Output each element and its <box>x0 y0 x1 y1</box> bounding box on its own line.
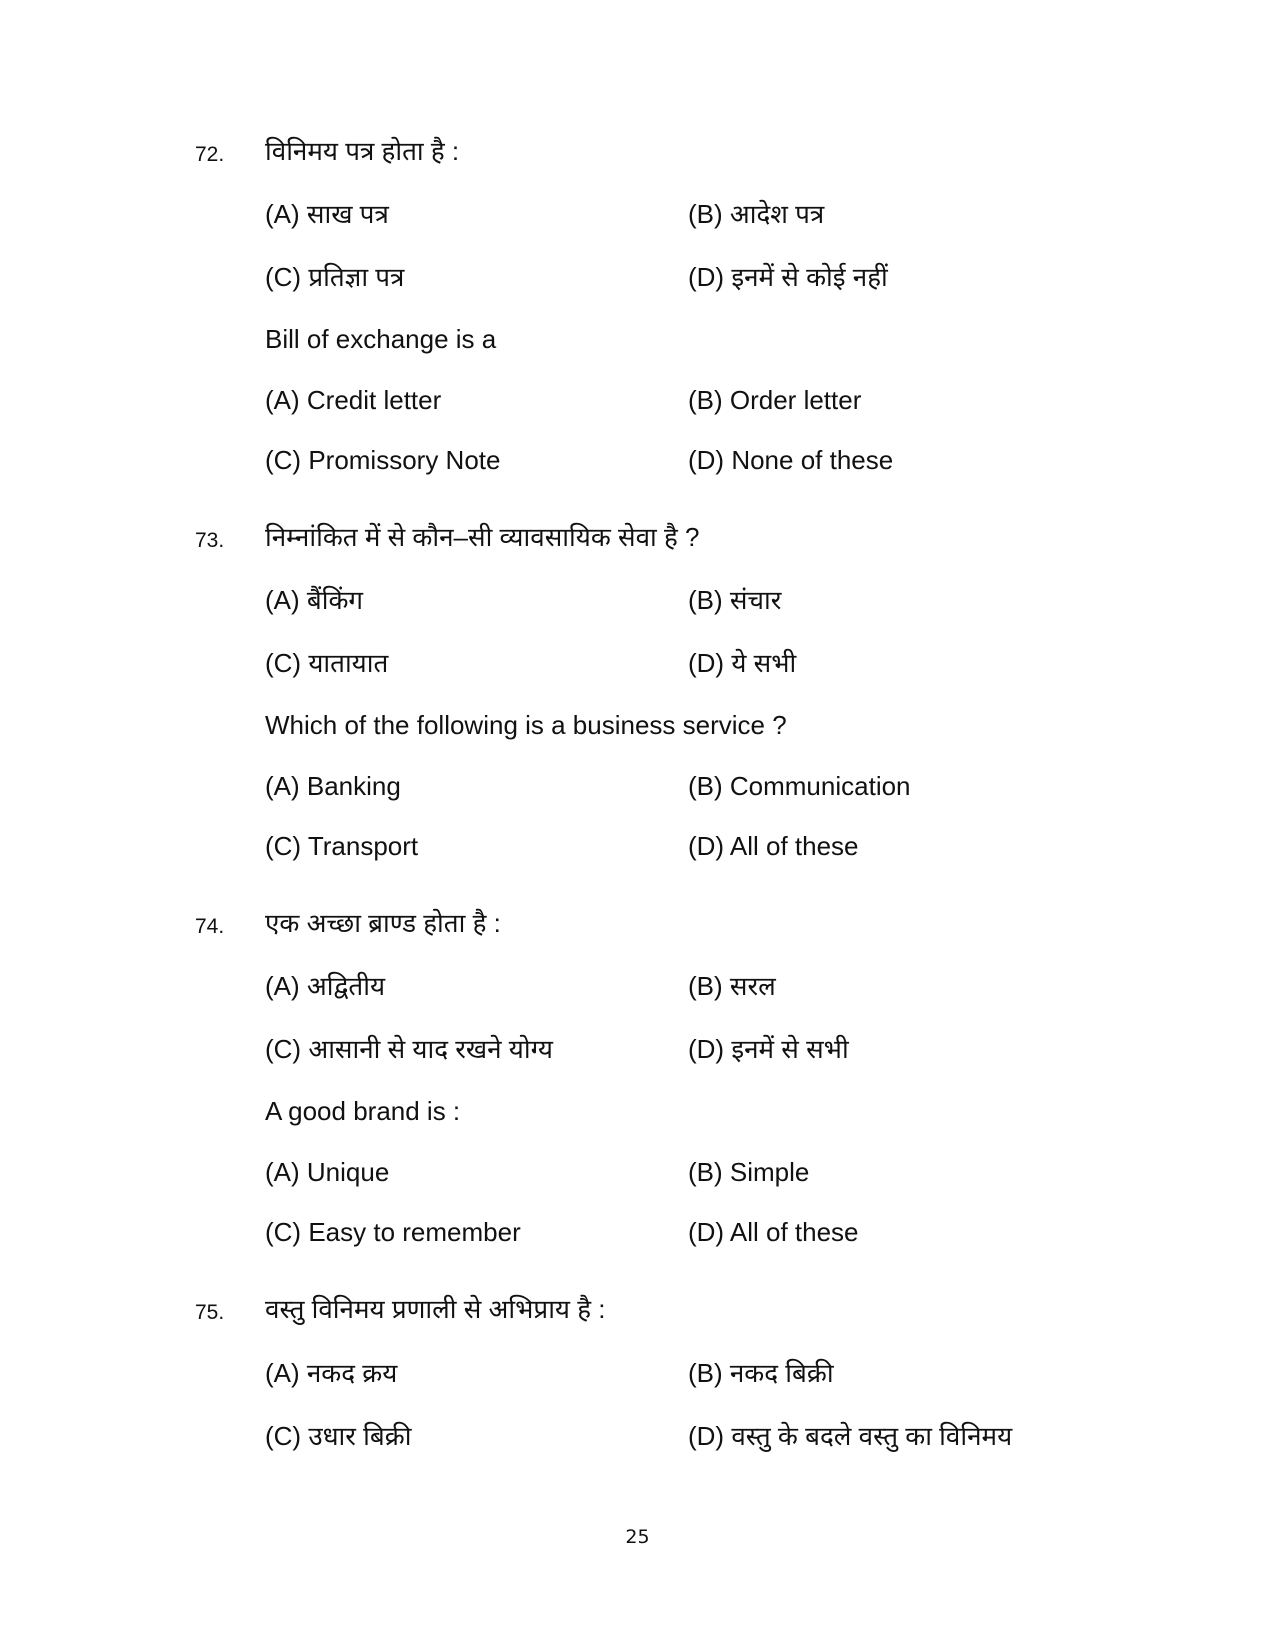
option-d-hindi: (D) वस्तु के बदले वस्तु का विनिमय <box>688 1421 1013 1451</box>
option-a-hindi: (A) साख पत्र <box>265 199 389 229</box>
question-stem-hindi: एक अच्छा ब्राण्ड होता है : <box>265 908 501 938</box>
question-stem-english: A good brand is : <box>265 1096 461 1126</box>
option-d-hindi: (D) ये सभी <box>688 648 797 678</box>
option-c-english: (C) Easy to remember <box>265 1217 521 1247</box>
option-b-english: (B) Communication <box>688 771 911 801</box>
question-number: 74. <box>195 915 225 938</box>
option-d-hindi: (D) इनमें से कोई नहीं <box>688 262 888 292</box>
option-d-english: (D) All of these <box>688 1217 859 1247</box>
option-c-english: (C) Transport <box>265 831 419 861</box>
option-b-hindi: (B) नकद बिक्री <box>688 1358 834 1388</box>
question-stem-hindi: वस्तु विनिमय प्रणाली से अभिप्राय है : <box>265 1294 606 1324</box>
option-c-hindi: (C) उधार बिक्री <box>265 1421 412 1451</box>
question-number: 73. <box>195 529 225 552</box>
question-number: 75. <box>195 1301 225 1324</box>
option-c-hindi: (C) प्रतिज्ञा पत्र <box>265 262 405 292</box>
option-c-hindi: (C) आसानी से याद रखने योग्य <box>265 1034 553 1064</box>
question-stem-hindi: विनिमय पत्र होता है : <box>265 136 460 166</box>
option-c-hindi: (C) यातायात <box>265 648 389 678</box>
question-number: 72. <box>195 143 225 166</box>
option-a-english: (A) Unique <box>265 1157 390 1187</box>
option-b-hindi: (B) आदेश पत्र <box>688 199 825 229</box>
option-b-hindi: (B) संचार <box>688 585 782 615</box>
option-a-hindi: (A) बैंकिंग <box>265 585 364 615</box>
option-b-english: (B) Simple <box>688 1157 810 1187</box>
option-a-english: (A) Banking <box>265 771 401 801</box>
option-d-english: (D) All of these <box>688 831 859 861</box>
option-b-english: (B) Order letter <box>688 385 862 415</box>
option-d-english: (D) None of these <box>688 445 894 475</box>
question-stem-hindi: निम्नांकित में से कौन–सी व्यावसायिक सेवा है ? <box>265 522 700 552</box>
page-number: 25 <box>625 1526 650 1548</box>
question-stem-english: Which of the following is a business service ? <box>265 710 787 740</box>
option-a-hindi: (A) नकद क्रय <box>265 1358 398 1388</box>
option-d-hindi: (D) इनमें से सभी <box>688 1034 849 1064</box>
option-a-english: (A) Credit letter <box>265 385 442 415</box>
option-b-hindi: (B) सरल <box>688 971 776 1001</box>
option-a-hindi: (A) अद्वितीय <box>265 971 386 1001</box>
option-c-english: (C) Promissory Note <box>265 445 501 475</box>
question-stem-english: Bill of exchange is a <box>265 324 497 354</box>
